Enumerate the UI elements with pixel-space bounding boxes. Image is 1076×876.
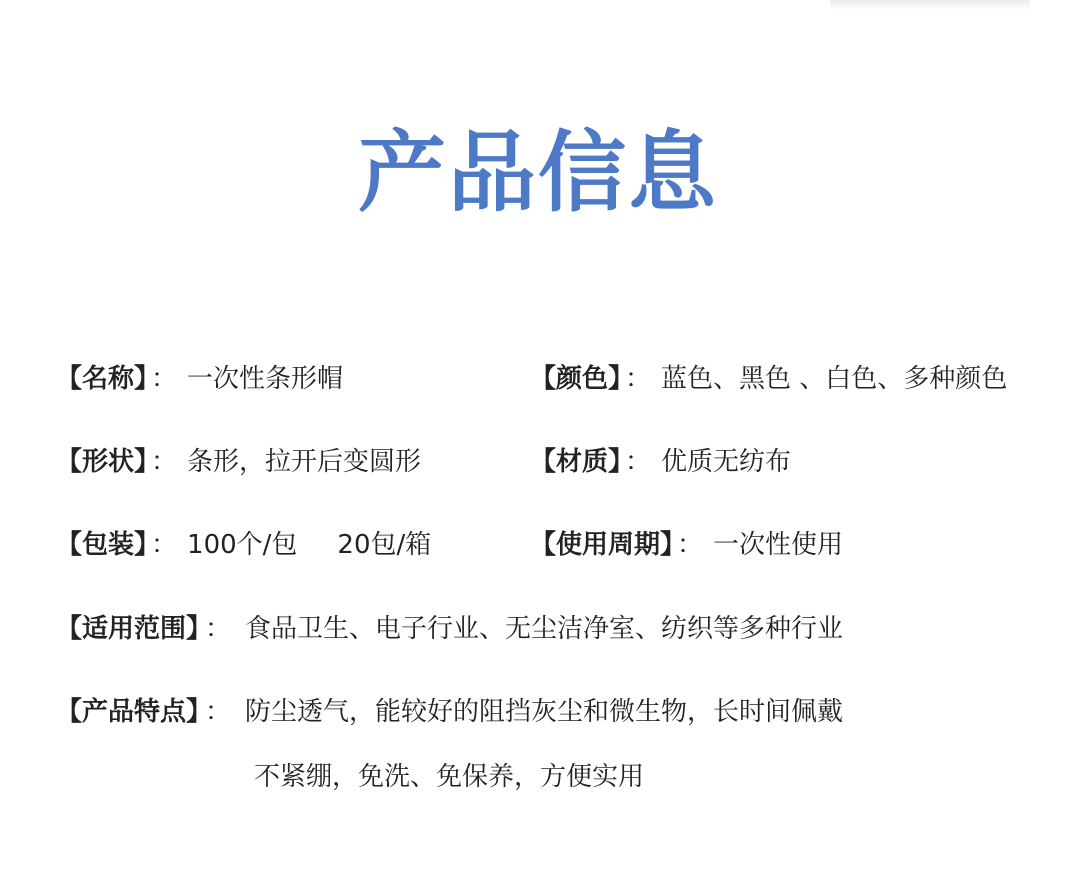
info-material-sep: ： — [625, 447, 652, 477]
info-scope-sep: ： — [205, 614, 232, 644]
info-shape-label: 【形状】 — [56, 447, 148, 477]
info-features-line-2: 不紧绷，免洗、免保养，方便实用 — [254, 762, 645, 792]
page-title: 产品信息 — [357, 121, 718, 224]
info-material — [530, 445, 791, 479]
info-shape — [56, 445, 421, 479]
info-features-line-1: 防尘透气，能较好的阻挡灰尘和微生物，长时间佩戴 — [245, 697, 844, 727]
top-decoration — [830, 0, 1030, 10]
info-name-value: 一次性条形帽 — [187, 364, 344, 394]
info-usage-period-sep: ： — [677, 530, 704, 560]
info-color-value: 蓝色、黑色 、白色、多种颜色 — [661, 364, 1008, 394]
info-shape-sep: ： — [151, 447, 178, 477]
info-packaging-value-1: 100个/包 — [187, 530, 298, 560]
info-packaging-label: 【包装】 — [56, 530, 148, 560]
info-scope-label: 【适用范围】 — [56, 614, 200, 644]
info-shape-value: 条形，拉开后变圆形 — [187, 447, 422, 477]
info-material-value: 优质无纺布 — [661, 447, 792, 477]
info-color — [530, 362, 1007, 396]
info-material-label: 【材质】 — [530, 447, 622, 477]
info-packaging — [56, 528, 431, 562]
info-usage-period-label: 【使用周期】 — [530, 530, 674, 560]
info-scope — [56, 612, 843, 646]
info-name — [56, 362, 343, 396]
info-features — [56, 695, 843, 729]
info-features-sep: ： — [205, 697, 232, 727]
info-features-label: 【产品特点】 — [56, 697, 200, 727]
info-usage-period — [530, 528, 843, 562]
info-usage-period-value: 一次性使用 — [713, 530, 844, 560]
info-packaging-value-2: 20包/箱 — [337, 530, 432, 560]
info-color-label: 【颜色】 — [530, 364, 622, 394]
info-packaging-sep: ： — [151, 530, 178, 560]
info-name-label: 【名称】 — [56, 364, 148, 394]
info-features-continued — [254, 760, 644, 794]
info-name-sep: ： — [151, 364, 178, 394]
info-scope-value: 食品卫生、电子行业、无尘洁净室、纺织等多种行业 — [245, 614, 844, 644]
info-color-sep: ： — [625, 364, 652, 394]
